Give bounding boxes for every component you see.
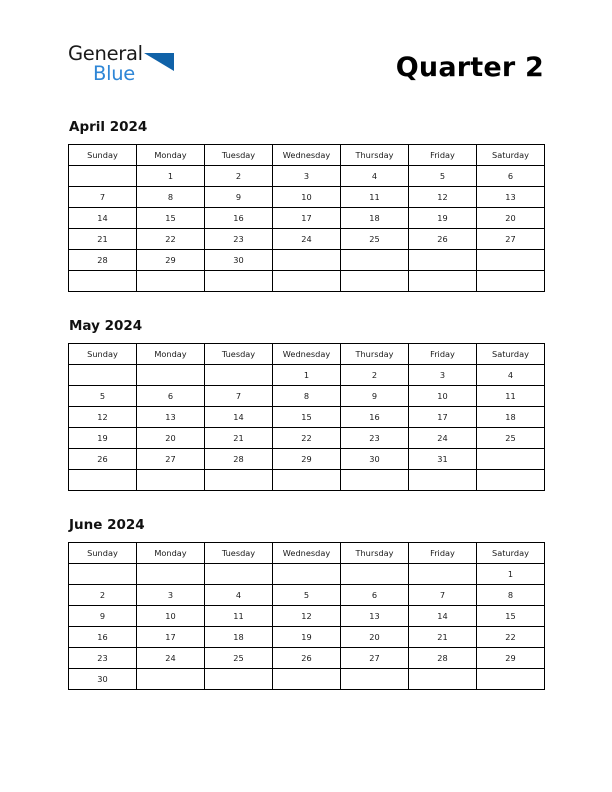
calendar-day-cell: 24 bbox=[137, 647, 205, 668]
calendar-day-cell: 7 bbox=[205, 385, 273, 406]
calendar-day-cell: 31 bbox=[409, 448, 477, 469]
calendar-day-cell: 4 bbox=[205, 584, 273, 605]
calendar-day-cell: 9 bbox=[69, 605, 137, 626]
calendar-day-cell: 1 bbox=[477, 563, 545, 584]
calendar-day-cell: 6 bbox=[341, 584, 409, 605]
calendar-day-cell-empty bbox=[205, 364, 273, 385]
calendar-table bbox=[68, 144, 545, 292]
calendar-day-cell: 28 bbox=[205, 448, 273, 469]
calendar-day-cell-empty bbox=[409, 249, 477, 270]
calendar-day-cell: 27 bbox=[477, 228, 545, 249]
calendar-day-cell: 22 bbox=[137, 228, 205, 249]
calendar-day-cell-empty bbox=[341, 668, 409, 689]
calendar-day-cell: 20 bbox=[477, 207, 545, 228]
calendar-day-cell: 11 bbox=[205, 605, 273, 626]
calendar-day-cell-empty bbox=[409, 469, 477, 490]
calendar-day-cell: 11 bbox=[341, 186, 409, 207]
calendar-day-cell-empty bbox=[137, 270, 205, 291]
month-block-april bbox=[68, 120, 544, 292]
calendar-day-cell: 23 bbox=[69, 647, 137, 668]
weekday-header-monday: Monday bbox=[137, 343, 205, 364]
page-title: Quarter 2 bbox=[395, 52, 544, 83]
calendar-day-cell: 15 bbox=[477, 605, 545, 626]
calendar-day-cell-empty bbox=[477, 469, 545, 490]
calendar-day-cell: 3 bbox=[137, 584, 205, 605]
calendar-body bbox=[69, 165, 545, 291]
weekday-header-wednesday: Wednesday bbox=[273, 542, 341, 563]
calendar-day-cell: 14 bbox=[409, 605, 477, 626]
calendar-day-cell: 26 bbox=[69, 448, 137, 469]
calendar-week-row bbox=[69, 668, 545, 689]
calendar-day-cell: 2 bbox=[205, 165, 273, 186]
calendar-day-cell: 3 bbox=[273, 165, 341, 186]
calendar-day-cell-empty bbox=[341, 249, 409, 270]
calendar-week-row bbox=[69, 469, 545, 490]
calendar-day-cell: 1 bbox=[137, 165, 205, 186]
calendar-week-row bbox=[69, 165, 545, 186]
calendar-day-cell-empty bbox=[273, 668, 341, 689]
calendar-day-cell-empty bbox=[409, 270, 477, 291]
calendar-day-cell-empty bbox=[69, 364, 137, 385]
calendar-week-row bbox=[69, 364, 545, 385]
calendar-day-cell: 30 bbox=[205, 249, 273, 270]
calendar-day-cell-empty bbox=[477, 249, 545, 270]
calendar-week-row bbox=[69, 448, 545, 469]
weekday-header-tuesday: Tuesday bbox=[205, 343, 273, 364]
calendar-day-cell: 19 bbox=[69, 427, 137, 448]
calendar-day-cell-empty bbox=[69, 270, 137, 291]
calendar-day-cell-empty bbox=[69, 165, 137, 186]
month-title: May 2024 bbox=[69, 318, 143, 334]
calendar-day-cell-empty bbox=[69, 563, 137, 584]
calendar-day-cell: 22 bbox=[477, 626, 545, 647]
calendar-day-cell: 26 bbox=[409, 228, 477, 249]
calendar-day-cell-empty bbox=[69, 469, 137, 490]
calendar-day-cell: 9 bbox=[205, 186, 273, 207]
calendar-day-cell: 25 bbox=[205, 647, 273, 668]
month-block-june bbox=[68, 518, 544, 690]
calendar-week-row bbox=[69, 406, 545, 427]
calendar-body bbox=[69, 364, 545, 490]
calendar-day-cell: 12 bbox=[409, 186, 477, 207]
calendar-day-cell: 12 bbox=[69, 406, 137, 427]
calendar-day-cell: 17 bbox=[137, 626, 205, 647]
calendar-day-cell: 11 bbox=[477, 385, 545, 406]
calendar-day-cell: 2 bbox=[341, 364, 409, 385]
calendar-day-cell-empty bbox=[341, 469, 409, 490]
calendar-day-cell: 21 bbox=[69, 228, 137, 249]
calendar-day-cell: 10 bbox=[137, 605, 205, 626]
calendar-day-cell: 24 bbox=[273, 228, 341, 249]
calendar-day-cell-empty bbox=[205, 668, 273, 689]
calendar-day-cell: 18 bbox=[205, 626, 273, 647]
calendar-day-cell: 10 bbox=[409, 385, 477, 406]
calendar-day-cell-empty bbox=[137, 469, 205, 490]
calendar-week-row bbox=[69, 427, 545, 448]
logo-word-general: General bbox=[68, 42, 143, 65]
calendar-day-cell: 13 bbox=[341, 605, 409, 626]
calendar-day-cell-empty bbox=[273, 270, 341, 291]
month-title: June 2024 bbox=[69, 517, 145, 533]
calendar-day-cell: 14 bbox=[205, 406, 273, 427]
weekday-header-friday: Friday bbox=[409, 144, 477, 165]
calendar-day-cell: 2 bbox=[69, 584, 137, 605]
weekday-header-thursday: Thursday bbox=[341, 144, 409, 165]
calendar-day-cell: 7 bbox=[409, 584, 477, 605]
calendar-day-cell: 16 bbox=[205, 207, 273, 228]
calendar-week-row bbox=[69, 186, 545, 207]
calendar-day-cell: 24 bbox=[409, 427, 477, 448]
calendar-day-cell: 29 bbox=[273, 448, 341, 469]
calendar-day-cell: 19 bbox=[409, 207, 477, 228]
weekday-header-tuesday: Tuesday bbox=[205, 542, 273, 563]
calendar-day-cell-empty bbox=[341, 270, 409, 291]
calendar-day-cell: 25 bbox=[477, 427, 545, 448]
weekday-header-monday: Monday bbox=[137, 542, 205, 563]
weekday-header-friday: Friday bbox=[409, 542, 477, 563]
calendar-day-cell: 5 bbox=[409, 165, 477, 186]
weekday-header-thursday: Thursday bbox=[341, 343, 409, 364]
calendar-day-cell: 7 bbox=[69, 186, 137, 207]
calendar-day-cell: 23 bbox=[205, 228, 273, 249]
weekday-header-sunday: Sunday bbox=[69, 144, 137, 165]
calendar-week-row bbox=[69, 270, 545, 291]
calendar-day-cell: 8 bbox=[137, 186, 205, 207]
calendar-day-cell: 17 bbox=[273, 207, 341, 228]
calendar-day-cell: 30 bbox=[69, 668, 137, 689]
calendar-day-cell: 1 bbox=[273, 364, 341, 385]
calendar-week-row bbox=[69, 563, 545, 584]
calendar-day-cell-empty bbox=[137, 563, 205, 584]
calendar-day-cell: 9 bbox=[341, 385, 409, 406]
calendar-day-cell: 18 bbox=[341, 207, 409, 228]
calendar-day-cell: 26 bbox=[273, 647, 341, 668]
calendar-day-cell: 10 bbox=[273, 186, 341, 207]
calendar-day-cell: 17 bbox=[409, 406, 477, 427]
calendar-week-row bbox=[69, 605, 545, 626]
calendar-day-cell-empty bbox=[205, 270, 273, 291]
weekday-header-saturday: Saturday bbox=[477, 343, 545, 364]
calendar-day-cell: 16 bbox=[69, 626, 137, 647]
calendar-day-cell: 3 bbox=[409, 364, 477, 385]
calendar-day-cell: 20 bbox=[137, 427, 205, 448]
calendar-week-row bbox=[69, 647, 545, 668]
calendar-day-cell-empty bbox=[477, 448, 545, 469]
calendar-day-cell: 14 bbox=[69, 207, 137, 228]
calendar-day-cell: 5 bbox=[69, 385, 137, 406]
calendar-day-cell: 30 bbox=[341, 448, 409, 469]
calendar-table bbox=[68, 542, 545, 690]
calendar-week-row bbox=[69, 584, 545, 605]
calendar-day-cell: 15 bbox=[273, 406, 341, 427]
calendar-day-cell: 25 bbox=[341, 228, 409, 249]
calendar-day-cell-empty bbox=[409, 668, 477, 689]
calendar-week-row bbox=[69, 249, 545, 270]
calendar-day-cell-empty bbox=[477, 668, 545, 689]
calendar-day-cell: 20 bbox=[341, 626, 409, 647]
calendar-day-cell-empty bbox=[273, 563, 341, 584]
calendar-day-cell: 23 bbox=[341, 427, 409, 448]
calendar-week-row bbox=[69, 626, 545, 647]
weekday-header-row bbox=[69, 144, 545, 165]
calendar-day-cell: 21 bbox=[205, 427, 273, 448]
calendar-day-cell: 13 bbox=[477, 186, 545, 207]
calendar-day-cell: 27 bbox=[137, 448, 205, 469]
logo-triangle-icon bbox=[144, 53, 174, 71]
weekday-header-tuesday: Tuesday bbox=[205, 144, 273, 165]
calendar-day-cell: 18 bbox=[477, 406, 545, 427]
calendar-day-cell-empty bbox=[341, 563, 409, 584]
calendar-day-cell-empty bbox=[477, 270, 545, 291]
calendar-day-cell: 21 bbox=[409, 626, 477, 647]
calendar-day-cell: 4 bbox=[477, 364, 545, 385]
calendar-day-cell: 13 bbox=[137, 406, 205, 427]
calendar-day-cell: 29 bbox=[137, 249, 205, 270]
calendar-day-cell: 19 bbox=[273, 626, 341, 647]
weekday-header-sunday: Sunday bbox=[69, 542, 137, 563]
calendar-day-cell-empty bbox=[273, 249, 341, 270]
calendar-day-cell: 29 bbox=[477, 647, 545, 668]
calendar-day-cell-empty bbox=[205, 563, 273, 584]
calendar-week-row bbox=[69, 228, 545, 249]
weekday-header-monday: Monday bbox=[137, 144, 205, 165]
weekday-header-wednesday: Wednesday bbox=[273, 343, 341, 364]
weekday-header-sunday: Sunday bbox=[69, 343, 137, 364]
calendar-day-cell: 27 bbox=[341, 647, 409, 668]
calendar-day-cell: 28 bbox=[409, 647, 477, 668]
month-title: April 2024 bbox=[69, 119, 148, 135]
weekday-header-saturday: Saturday bbox=[477, 542, 545, 563]
calendar-week-row bbox=[69, 207, 545, 228]
general-blue-logo bbox=[68, 44, 178, 96]
weekday-header-thursday: Thursday bbox=[341, 542, 409, 563]
weekday-header-row bbox=[69, 343, 545, 364]
calendar-body bbox=[69, 563, 545, 689]
weekday-header-saturday: Saturday bbox=[477, 144, 545, 165]
calendar-day-cell: 8 bbox=[477, 584, 545, 605]
page-header bbox=[68, 44, 544, 100]
calendar-day-cell-empty bbox=[273, 469, 341, 490]
weekday-header-wednesday: Wednesday bbox=[273, 144, 341, 165]
calendar-day-cell-empty bbox=[137, 668, 205, 689]
calendar-day-cell: 15 bbox=[137, 207, 205, 228]
calendar-day-cell: 4 bbox=[341, 165, 409, 186]
calendar-day-cell: 8 bbox=[273, 385, 341, 406]
calendar-day-cell: 28 bbox=[69, 249, 137, 270]
calendar-week-row bbox=[69, 385, 545, 406]
weekday-header-row bbox=[69, 542, 545, 563]
weekday-header-friday: Friday bbox=[409, 343, 477, 364]
month-block-may bbox=[68, 319, 544, 491]
calendar-day-cell-empty bbox=[409, 563, 477, 584]
calendar-day-cell: 12 bbox=[273, 605, 341, 626]
calendar-day-cell: 22 bbox=[273, 427, 341, 448]
calendar-day-cell: 16 bbox=[341, 406, 409, 427]
calendar-day-cell: 6 bbox=[477, 165, 545, 186]
calendar-day-cell: 6 bbox=[137, 385, 205, 406]
calendar-day-cell: 5 bbox=[273, 584, 341, 605]
calendar-table bbox=[68, 343, 545, 491]
logo-word-blue: Blue bbox=[93, 62, 135, 85]
calendar-day-cell-empty bbox=[137, 364, 205, 385]
calendar-day-cell-empty bbox=[205, 469, 273, 490]
